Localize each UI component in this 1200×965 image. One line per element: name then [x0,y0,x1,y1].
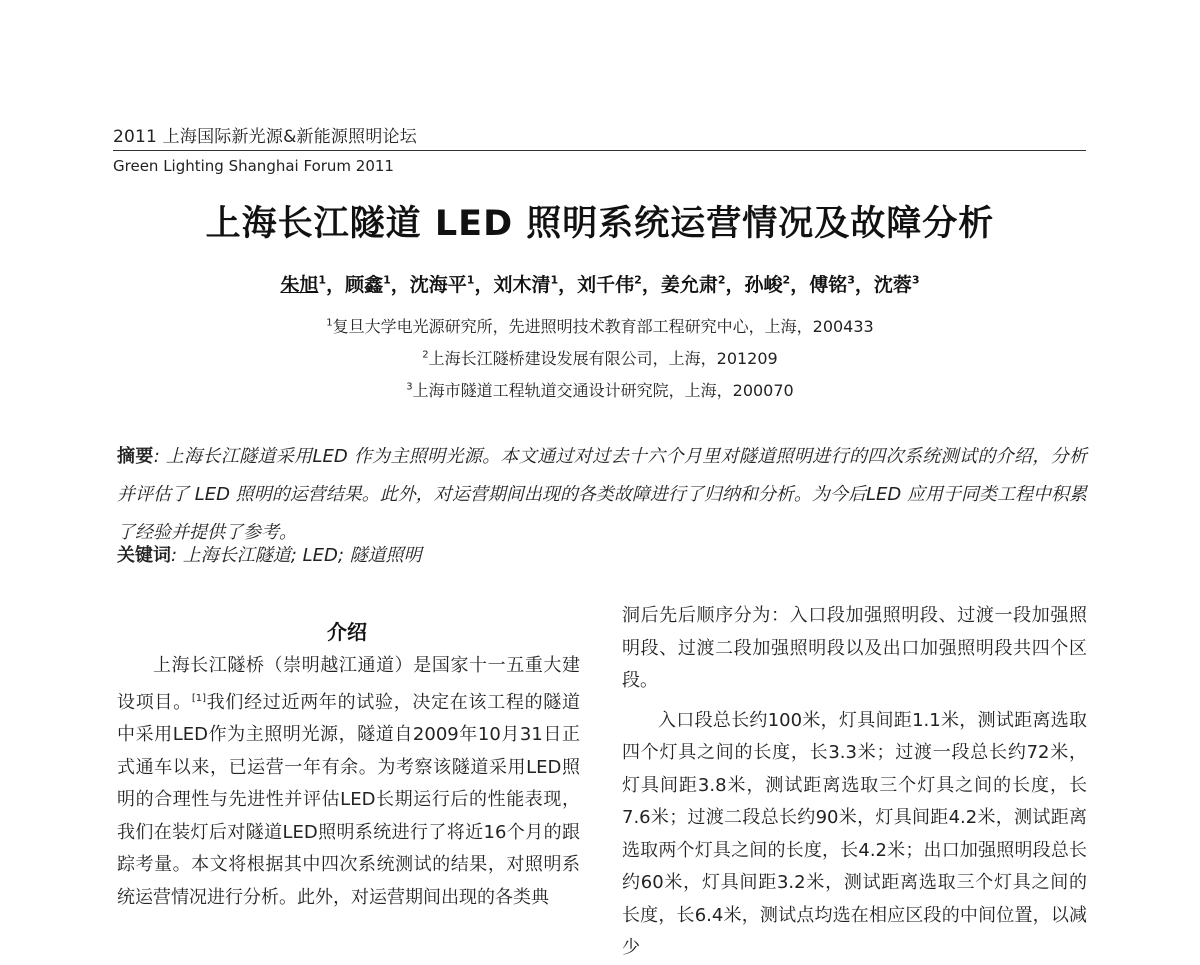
author-name: 孙峻 [744,274,783,296]
abstract [117,438,1087,552]
affiliation-text: 上海长江隧桥建设发展有限公司，上海，201209 [428,349,778,368]
affiliation-number: 2 [422,349,429,361]
author-name: 姜允肃 [660,274,718,296]
body-paragraph: 洞后先后顺序分为：入口段加强照明段、过渡一段加强照明段、过渡二段加强照明段以及出口加强照明段共四个区段。 [622,605,1087,691]
author-separator: ， [326,274,346,296]
affiliation-3 [0,378,1200,401]
author-separator: ， [641,274,661,296]
author-affiliation-mark: 3 [911,273,920,287]
abstract-text: : 上海长江隧道采用LED 作为主照明光源。本文通过对过去十六个月里对隧道照明进行的四次系统测试的介绍，分析并评估了 LED 照明的运营结果。此外，对运营期间出现的各类故障进行了归纳和分析。为今后LED 应用于同类工程中积累了经验并提供了参考。 [117,446,1088,543]
keywords [117,541,422,567]
paper-title: 上海长江隧道 LED 照明系统运营情况及故障分析 [205,204,995,244]
author-affiliation-mark: 1 [383,273,391,287]
body-paragraph: 入口段总长约100米，灯具间距1.1米，测试距离选取四个灯具之间的长度，长3.3米；过渡一段总长约72米，灯具间距3.8米，测试距离选取三个灯具之间的长度，长7.6米；过渡二段总长约90米，灯具间距4.2米，测试距离选取两个灯具之间的长度，长4.2米；出口加强照明段总长约60米，灯具间距3.2米，测试距离选取三个灯具之间的长度，长6.4米，测试点均选在相应区段的中间位置，以减少 [622,709,1087,958]
intro-paragraph [117,650,580,914]
author-name: 朱旭 [280,274,319,296]
author-separator: ， [725,274,745,296]
author-affiliation-mark: 1 [318,273,327,287]
forum-header-cn: 2011 上海国际新光源&新能源照明论坛 [113,127,417,147]
author-name: 傅铭 [809,274,848,296]
author-affiliation-mark: 2 [634,273,642,287]
author-affiliation-mark: 2 [782,273,791,287]
abstract-label: 摘要 [117,446,154,467]
author-separator: ， [474,274,494,296]
author-separator: ， [854,274,874,296]
author-name: 沈蓉 [873,274,912,296]
author-affiliation-mark: 1 [466,273,475,287]
citation-ref: [1] [191,692,206,704]
affiliation-number: 1 [326,317,333,329]
affiliation-2 [0,346,1200,369]
forum-header-en: Green Lighting Shanghai Forum 2011 [113,157,394,175]
intro-text-a: 上海长江隧桥（崇明越江通道）是国家十一五重大建设项目。 [117,655,580,713]
author-name: 顾鑫 [345,274,384,296]
author-name: 刘木清 [493,274,551,296]
left-column [117,650,580,914]
intro-text-b: 我们经过近两年的试验，决定在该工程的隧道中采用LED作为主照明光源，隧道自2009年10月31日正式通车以来，已运营一年有余。为考察该隧道采用LED照明的合理性与先进性并评估LED长期运行后的性能表现，我们在装灯后对隧道LED照明系统进行了将近16个月的跟踪考量。本文将根据其中四次系统测试的结果，对照明系统运营情况进行分析。此外，对运营期间出现的各类典 [117,691,581,908]
keywords-label: 关键词 [117,545,171,566]
affiliation-number: 3 [406,381,413,393]
author-separator: ， [790,274,810,296]
affiliation-text: 上海市隧道工程轨道交通设计研究院，上海，200070 [412,381,794,400]
affiliation-1 [0,314,1200,337]
author-list [0,270,1200,297]
author-affiliation-mark: 3 [847,273,855,287]
keywords-text: : 上海长江隧道; LED; 隧道照明 [171,545,422,566]
author-name: 刘千伟 [577,274,635,296]
affiliation-text: 复旦大学电光源研究所，先进照明技术教育部工程研究中心，上海，200433 [332,317,874,336]
author-name: 沈海平 [409,274,467,296]
author-separator: ， [390,274,410,296]
section-title-intro: 介绍 [327,620,367,644]
right-column [622,600,1087,965]
author-separator: ， [558,274,578,296]
header-divider [113,150,1086,151]
author-affiliation-mark: 1 [550,273,559,287]
author-affiliation-mark: 2 [717,273,726,287]
